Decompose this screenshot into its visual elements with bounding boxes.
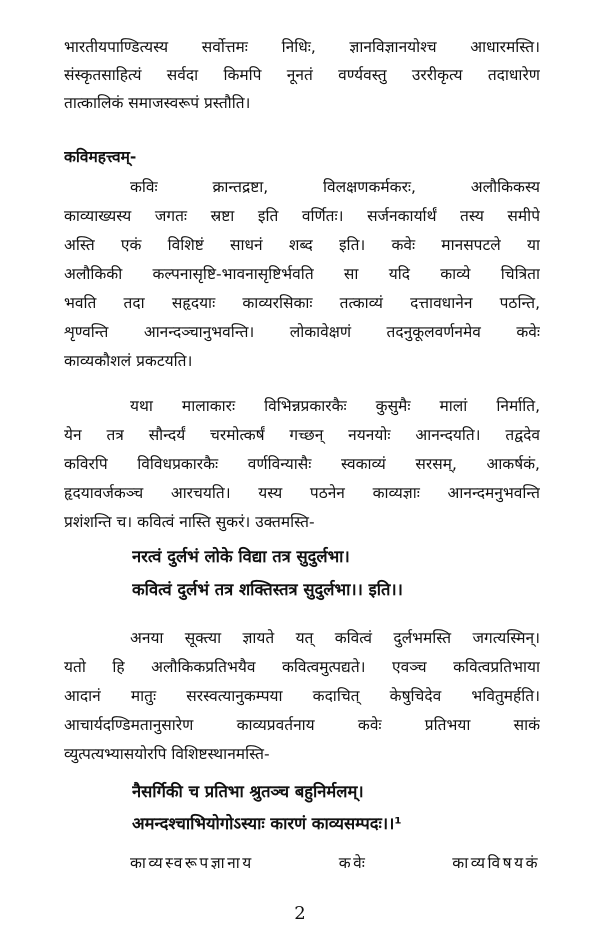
text-line: प्रशंशन्ति च। कवित्वं नास्ति सुकरं। उक्तमस्ति- <box>64 513 315 531</box>
verse-line: अमन्दश्चाभियोगोऽस्याः कारणं काव्यसम्पदः।।¹ <box>132 814 402 833</box>
verse-line: नैसर्गिकी च प्रतिभा श्रुतञ्च बहुनिर्मलम्। <box>132 782 364 801</box>
text-line: आचार्यदण्डिमतानुसारेण काव्यप्रवर्तनाय कवेः प्रतिभया साकं <box>64 716 540 734</box>
page-number: 2 <box>294 903 306 924</box>
text-line: भवति तदा सहृदयाः काव्यरसिकाः तत्काव्यं दत्तावधानेन पठन्ति, <box>64 294 540 312</box>
text-line: शृण्वन्ति आनन्दञ्चानुभवन्ति। लोकावेक्षणं तदनुकूलवर्णनमेव कवेः <box>64 323 540 341</box>
verse-line: नरत्वं दुर्लभं लोके विद्या तत्र सुदुर्लभा। <box>132 547 350 566</box>
text-line: कविः क्रान्तद्रष्टा, विलक्षणकर्मकरः, अलौकिकस्य <box>130 178 540 196</box>
verse-line: कवित्वं दुर्लभं तत्र शक्तिस्तत्र सुदुर्लभा।। इति।। <box>132 580 403 599</box>
text-line: भारतीयपाण्डित्यस्य सर्वोत्तमः निधिः, ज्ञानविज्ञानयोश्च आधारमस्ति। <box>64 38 540 56</box>
text-line: व्युत्पत्यभ्यासयोरपि विशिष्टस्थानमस्ति- <box>64 745 270 763</box>
text-line: अलौकिकी कल्पनासृष्टि-भावनासृष्टिर्भवति सा यदि काव्ये चित्रिता <box>64 265 540 283</box>
text-line: संस्कृतसाहित्यं सर्वदा किमपि नूनतं वर्ण्यवस्तु उररीकृत्य तदाधारेण <box>64 66 540 84</box>
text-line: यथा मालाकारः विभिन्नप्रकारकैः कुसुमैः मालां निर्माति, <box>130 397 540 415</box>
text-line: आदानं मातुः सरस्वत्यानुकम्पया कदाचित् केषुचिदेव भवितुमर्हति। <box>64 687 540 705</box>
section-heading: कविमहत्त्वम्- <box>64 148 137 166</box>
text-line: काव्याख्यस्य जगतः स्रष्टा इति वर्णितः। सर्जनकार्यार्थं तस्य समीपे <box>64 207 540 225</box>
text-line: तात्कालिकं समाजस्वरूपं प्रस्तौति। <box>64 94 251 112</box>
text-line: अस्ति एकं विशिष्टं साधनं शब्द इति। कवेः मानसपटले या <box>64 236 540 254</box>
text-line: येन तत्र सौन्दर्यं चरमोत्कर्षं गच्छन् नयनयोः आनन्दयति। तद्वदेव <box>64 426 540 444</box>
text-line: कविरपि विविधप्रकारकैः वर्णविन्यासैः स्वकाव्यं सरसम्, आकर्षकं, <box>64 455 540 473</box>
text-line: हृदयावर्जकञ्च आरचयति। यस्य पठनेन काव्यज्ञाः आनन्दमनुभवन्ति <box>64 484 540 502</box>
text-line: काव्यकौशलं प्रकटयति। <box>64 352 193 370</box>
text-line: अनया सूक्त्या ज्ञायते यत् कवित्वं दुर्लभमस्ति जगत्यस्मिन्। <box>130 629 540 647</box>
text-line: काव्यस्वरूपज्ञानाय कवेः काव्यविषयकं <box>130 854 540 872</box>
text-line: यतो हि अलौकिकप्रतिभयैव कवित्वमुत्पद्यते। एवञ्च कवित्वप्रतिभाया <box>64 658 540 676</box>
